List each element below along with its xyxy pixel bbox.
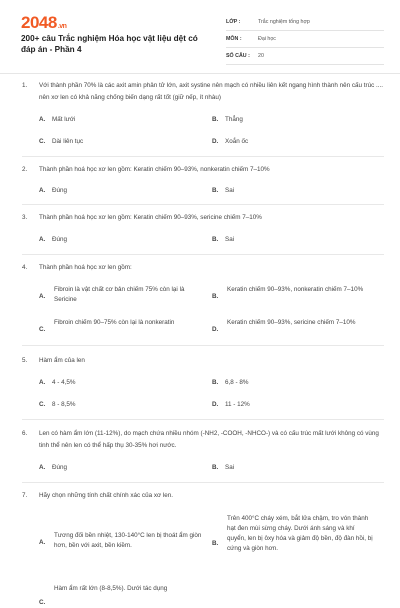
option-text[interactable]: Dài liên tục — [52, 138, 84, 145]
option-label: D. — [212, 401, 219, 408]
question-divider — [22, 419, 384, 420]
question-divider — [22, 345, 384, 346]
option-label: B. — [212, 236, 219, 243]
option-label: C. — [39, 326, 46, 333]
option-label: B. — [212, 540, 219, 547]
option-label: B. — [212, 379, 219, 386]
question-divider — [22, 482, 384, 483]
option-label: C. — [39, 599, 46, 606]
option-label: A. — [39, 379, 46, 386]
option-text[interactable]: Thẳng — [225, 116, 243, 123]
meta-row-class — [226, 14, 384, 31]
meta-value: 20 — [258, 53, 264, 59]
question-text: Thành phần hoá học xơ len gồm: Keratin chiếm 90–93%, sericine chiếm 7–10% — [39, 214, 262, 221]
option-label: A. — [39, 464, 46, 471]
question-number: 5. — [22, 357, 28, 364]
document-title: 200+ câu Trắc nghiệm Hóa học vật liệu dệt có đáp án - Phần 4 — [21, 34, 198, 54]
option-text[interactable]: Sai — [225, 464, 235, 471]
question-text: Với thành phần 70% là các axit amin phân tử lớn, axit systine nên mạch có nhiều liên kết ngang hình thành nên cấu trúc .... nên xơ len có khả năng chống biến dạng rất tốt (giữ nếp, ít nhàu) — [39, 82, 383, 101]
question-number: 4. — [22, 264, 28, 271]
question-divider — [22, 204, 384, 205]
option-text[interactable]: 6,8 - 8% — [225, 379, 249, 386]
option-label: B. — [212, 464, 219, 471]
question-divider — [22, 156, 384, 157]
option-text[interactable]: 11 - 12% — [225, 401, 250, 408]
option-text[interactable]: Fibroin là vật chất cơ bản chiếm 75% còn lại là Sericine — [54, 286, 185, 303]
option-text[interactable]: Đúng — [52, 464, 68, 471]
meta-row-subject — [226, 31, 384, 48]
question-text: Thành phần hoá học xơ len gồm: Keratin chiếm 90–93%, nonkeratin chiếm 7–10% — [39, 166, 270, 173]
question-number: 6. — [22, 430, 28, 437]
option-label: C. — [39, 138, 46, 145]
option-label: A. — [39, 293, 46, 300]
option-text[interactable]: Trên 400°C cháy xém, bắt lửa chậm, tro vón thành hạt đen mùi sừng cháy. Dưới ánh sáng và khí quyển, len bị ôxy hóa và giảm độ bền, độ đàn hồi, bị cứng và giòn hơn. — [227, 515, 373, 552]
site-logo[interactable]: 2048.vn — [21, 13, 67, 32]
meta-key: MÔN : — [226, 36, 242, 42]
meta-key: SỐ CÂU : — [226, 53, 250, 59]
option-label: A. — [39, 187, 46, 194]
meta-table — [226, 14, 384, 65]
meta-key: LỚP : — [226, 19, 241, 25]
question-number: 7. — [22, 492, 28, 499]
option-text[interactable]: Sai — [225, 236, 235, 243]
option-label: C. — [39, 401, 46, 408]
question-number: 3. — [22, 214, 28, 221]
option-label: D. — [212, 326, 219, 333]
option-text[interactable]: Tương đối bền nhiệt, 130-140°C len bị thoát ẩm giòn hơn, bền với axit, bền kiềm. — [54, 532, 202, 549]
option-label: A. — [39, 539, 46, 546]
option-text[interactable]: 8 - 8,5% — [52, 401, 76, 408]
option-text[interactable]: Đúng — [52, 236, 68, 243]
option-text[interactable]: Keratin chiếm 90–93%, sericine chiếm 7–10% — [227, 319, 356, 326]
question-number: 2. — [22, 166, 28, 173]
meta-row-count — [226, 48, 384, 65]
option-label: A. — [39, 116, 46, 123]
document-header — [0, 0, 400, 72]
question-number: 1. — [22, 82, 28, 89]
question-text: Len có hàm ẩm lớn (11-12%), do mạch chứa nhiều nhóm (-NH2, -COOH, -NHCO-) và có cấu trúc mất lưới không có vùng tinh thể nên len có thể hấp thụ 30-35% hơi nước. — [39, 430, 379, 449]
question-text: Hãy chọn những tính chất chính xác của xơ len. — [39, 492, 174, 499]
question-divider — [22, 254, 384, 255]
question-text: Thành phần hoá học xơ len gồm: — [39, 264, 132, 271]
option-text[interactable]: Xoắn ốc — [225, 138, 249, 145]
question-text: Hàm ẩm của len — [39, 357, 85, 364]
option-label: B. — [212, 293, 219, 300]
option-text[interactable]: Keratin chiếm 90–93%, nonkeratin chiếm 7–10% — [227, 286, 364, 293]
option-label: D. — [212, 138, 219, 145]
option-text[interactable]: Fibroin chiếm 90–75% còn lại là nonkeratin — [54, 319, 175, 326]
option-label: B. — [212, 187, 219, 194]
meta-value: Đại học — [258, 36, 276, 42]
option-label: B. — [212, 116, 219, 123]
option-text[interactable]: Sai — [225, 187, 235, 194]
option-text[interactable]: 4 - 4,5% — [52, 379, 76, 386]
header-divider — [0, 73, 400, 74]
option-text[interactable]: Mất lưới — [52, 116, 76, 123]
option-text[interactable]: Đúng — [52, 187, 68, 194]
option-text[interactable]: Hàm ẩm rất lớn (8-8,5%). Dưới tác dụng — [54, 585, 168, 592]
option-label: A. — [39, 236, 46, 243]
meta-value: Trắc nghiệm tổng hợp — [258, 19, 310, 25]
